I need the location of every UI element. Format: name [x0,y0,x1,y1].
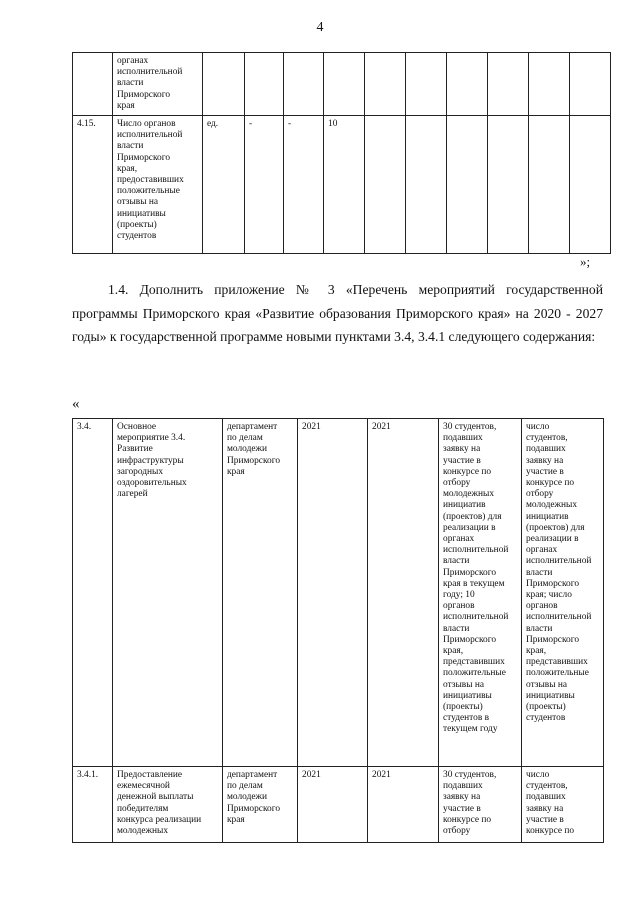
table-cell: 2021 [368,419,439,767]
table-cell [529,53,570,116]
table-cell [324,53,365,116]
table-cell: 3.4. [73,419,113,767]
indicators-table-continuation [72,52,611,254]
table-row [73,116,611,254]
table-cell: число студентов, подавших заявку на участие в конкурсе по отбору молодежных инициатив (проектов) для реализации в органах исполнительной власти Приморского края; число органов исполнительной власти Приморского края, представивших положительные отзывы на инициативы (проекты) студентов [522,419,604,767]
table-row [73,767,604,843]
table-cell: Число органов исполнительной власти Приморского края, предоставивших положительные отзывы на инициативы (проекты) студентов [113,116,203,254]
table-cell [570,116,611,254]
table-row [73,419,604,767]
table-cell: органах исполнительной власти Приморского края [113,53,203,116]
table-cell [529,116,570,254]
table-cell [365,116,406,254]
table-cell [570,53,611,116]
table-cell: департамент по делам молодежи Приморского края [223,419,298,767]
table-cell: 2021 [298,767,368,843]
table-cell: 2021 [298,419,368,767]
table-cell: 4.15. [73,116,113,254]
table-cell: 30 студентов, подавших заявку на участие в конкурсе по отбору молодежных инициатив (проектов) для реализации в органах исполнительной власти Приморского края в текущем году; 10 органов исполнительной власти Приморского края, представивших положительные отзывы на инициативы (проекты) студентов в текущем году [439,419,522,767]
table-cell: департамент по делам молодежи Приморского края [223,767,298,843]
table-cell: 3.4.1. [73,767,113,843]
table-cell: Основное мероприятие 3.4. Развитие инфраструктуры загородных оздоровительных лагерей [113,419,223,767]
table-cell: 30 студентов, подавших заявку на участие в конкурсе по отбору [439,767,522,843]
table-cell: Предоставление ежемесячной денежной выплаты победителям конкурса реализации молодежных [113,767,223,843]
table-cell: число студентов, подавших заявку на участие в конкурсе по [522,767,604,843]
table-cell [73,53,113,116]
table-cell: 2021 [368,767,439,843]
table-cell [203,53,245,116]
table-cell [447,116,488,254]
table-row [73,53,611,116]
table-cell: 10 [324,116,365,254]
table-cell [284,53,324,116]
table-cell [406,53,447,116]
amendment-paragraph [72,278,603,349]
table-cell: ед. [203,116,245,254]
table-cell: - [284,116,324,254]
paragraph-text: 1.4. Дополнить приложение № 3 «Перечень мероприятий государственной программы Приморского края «Развитие образования Приморского края» на 2020 - 2027 годы» к государственной программе новыми пунктами 3.4, 3.4.1 следующего содержания: [72,282,603,344]
table-cell [365,53,406,116]
table-cell [245,53,284,116]
measures-table [72,418,604,843]
opening-quote: « [72,396,80,412]
closing-quote: »; [580,254,591,269]
table-cell [447,53,488,116]
table-cell [488,53,529,116]
table-cell [406,116,447,254]
table-cell: - [245,116,284,254]
page-number: 4 [316,20,324,35]
table-cell [488,116,529,254]
